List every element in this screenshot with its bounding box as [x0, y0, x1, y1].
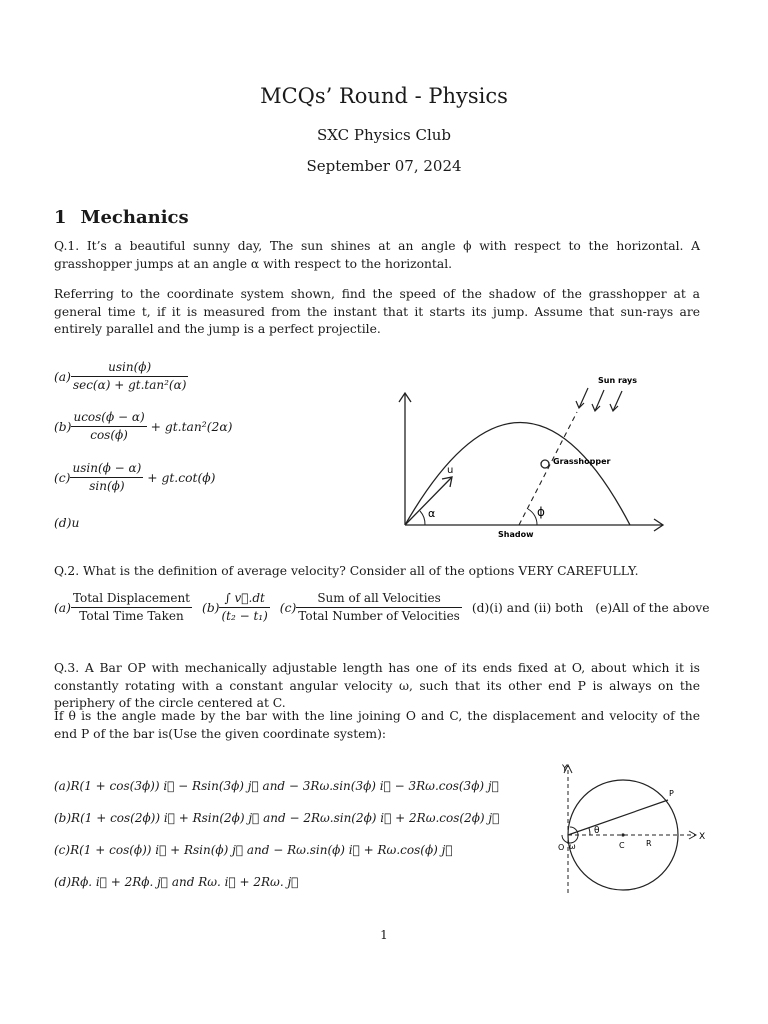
point-p-label: P: [669, 789, 674, 798]
q2-option-c-fraction: [296, 591, 462, 624]
theta-arc: [589, 828, 590, 835]
q2-option-b-denominator: (t₂ − t₁): [221, 609, 268, 623]
radius-label: R: [646, 839, 652, 848]
q1-option-c: [54, 461, 215, 494]
q1-option-a-label: (a): [54, 369, 71, 384]
q2-option-c-numerator: Sum of all Velocities: [296, 591, 462, 608]
q1-option-b-tail: + gt.tan²(2α): [150, 419, 233, 434]
q1-option-a-denominator: sec(α) + gt.tan²(α): [72, 378, 187, 392]
y-axis-label: Y: [562, 764, 568, 774]
bar-circle-figure: [550, 755, 750, 900]
q2-option-c-label: (c): [279, 600, 297, 615]
q3-body: If θ is the angle made by the bar with the line joining O and C, the displacement and velocity of the end P of the bar is(Use the given coordinate system):: [54, 709, 700, 741]
q3-intro: Q.3. A Bar OP with mechanically adjustable length has one of its ends fixed at O, about which it is constantly rotating with a constant angular velocity ω, such that its other end P is always on the periphery of the circle centered at C.: [54, 661, 700, 710]
grasshopper-label: Grasshopper: [553, 457, 611, 466]
q1-option-b-fraction: [71, 410, 146, 443]
q1-option-d-text: u: [71, 516, 80, 530]
q1-option-c-numerator: usin(ϕ − α): [70, 461, 143, 478]
q2-question: Q.2. What is the definition of average velocity? Consider all of the options VERY CAREFULLY.: [54, 564, 639, 578]
omega-label: ω: [569, 842, 576, 851]
q2-option-a-numerator: Total Displacement: [71, 591, 192, 608]
paper-date: September 07, 2024: [306, 157, 462, 175]
bar-op: [568, 800, 668, 835]
alpha-label: α: [428, 507, 436, 520]
q1-option-a-fraction: [71, 360, 188, 393]
phi-label: ϕ: [537, 505, 545, 519]
q2-option-b-label: (b): [202, 600, 220, 615]
grasshopper-figure: [390, 360, 670, 545]
section-number: 1: [54, 207, 67, 228]
point-c-label: C: [619, 841, 625, 850]
q2-option-a-denominator: Total Time Taken: [79, 609, 184, 623]
q2-option-b-numerator: ∫ v⃗.dt: [219, 591, 269, 608]
q1-option-b-numerator: ucos(ϕ − α): [71, 410, 146, 427]
q3-option-d: (d)Rϕ. i⃗ + 2Rϕ. j⃗ and Rω. i⃗ + 2Rω. j⃗: [54, 875, 299, 889]
q1-option-a: [54, 360, 188, 393]
page-number: 1: [380, 928, 388, 942]
q2-option-b-fraction: [219, 591, 269, 624]
q2-option-a-label: (a): [54, 600, 71, 615]
theta-label: θ: [594, 826, 600, 836]
sun-rays-label: Sun rays: [598, 376, 638, 385]
q1-option-a-numerator: usin(ϕ): [71, 360, 188, 377]
q1-option-b-denominator: cos(ϕ): [90, 428, 128, 442]
phi-arc: [528, 509, 537, 525]
q1-option-b-label: (b): [54, 419, 72, 434]
velocity-label: u: [447, 465, 454, 476]
section-title: Mechanics: [80, 207, 189, 228]
x-axis-label: X: [699, 832, 706, 842]
grasshopper-marker-icon: [541, 460, 549, 468]
q1-option-c-denominator: sin(ϕ): [89, 479, 125, 493]
q2-option-d: (d)(i) and (ii) both: [471, 600, 584, 615]
alpha-arc: [420, 511, 425, 525]
q1-option-d: [54, 516, 79, 530]
q2-option-c-denominator: Total Number of Velocities: [298, 609, 460, 623]
q2-option-e: (e)All of the above: [595, 600, 710, 615]
section-heading: [54, 207, 189, 228]
q1-intro: Q.1. It’s a beautiful sunny day, The sun shines at an angle ϕ with respect to the horizontal. A grasshopper jumps at an angle α with respect to the horizontal.: [54, 239, 700, 271]
paper-title: MCQs’ Round - Physics: [260, 84, 508, 108]
q3-option-b: (b)R(1 + cos(2ϕ)) i⃗ + Rsin(2ϕ) j⃗ and − 2Rω.sin(2ϕ) i⃗ + 2Rω.cos(2ϕ) j⃗: [54, 811, 500, 825]
q2-options: [54, 591, 710, 624]
point-o-label: O: [558, 843, 565, 852]
q3-option-a: (a)R(1 + cos(3ϕ)) i⃗ − Rsin(3ϕ) j⃗ and − 3Rω.sin(3ϕ) i⃗ − 3Rω.cos(3ϕ) j⃗: [54, 779, 499, 793]
q1-option-c-tail: + gt.cot(ϕ): [147, 470, 216, 485]
q1-option-c-label: (c): [54, 470, 71, 485]
q3-option-c: (c)R(1 + cos(ϕ)) i⃗ + Rsin(ϕ) j⃗ and − Rω.sin(ϕ) i⃗ + Rω.cos(ϕ) j⃗: [54, 843, 453, 857]
paper-author: SXC Physics Club: [316, 126, 452, 144]
q1-option-c-fraction: [70, 461, 143, 494]
sun-rays-icon: [576, 388, 622, 411]
center-point: [621, 833, 624, 836]
q1-option-d-label: (d): [54, 516, 72, 530]
projectile-trajectory: [405, 423, 630, 526]
q1-body: Referring to the coordinate system shown, find the speed of the shadow of the grasshopper at a general time t, if it is measured from the instant that it starts its jump. Assume that sun-rays are entirely parallel and the jump is a perfect projectile.: [54, 287, 700, 336]
shadow-label: Shadow: [498, 530, 534, 539]
q1-option-b: [54, 410, 232, 443]
q2-option-a-fraction: [71, 591, 192, 624]
